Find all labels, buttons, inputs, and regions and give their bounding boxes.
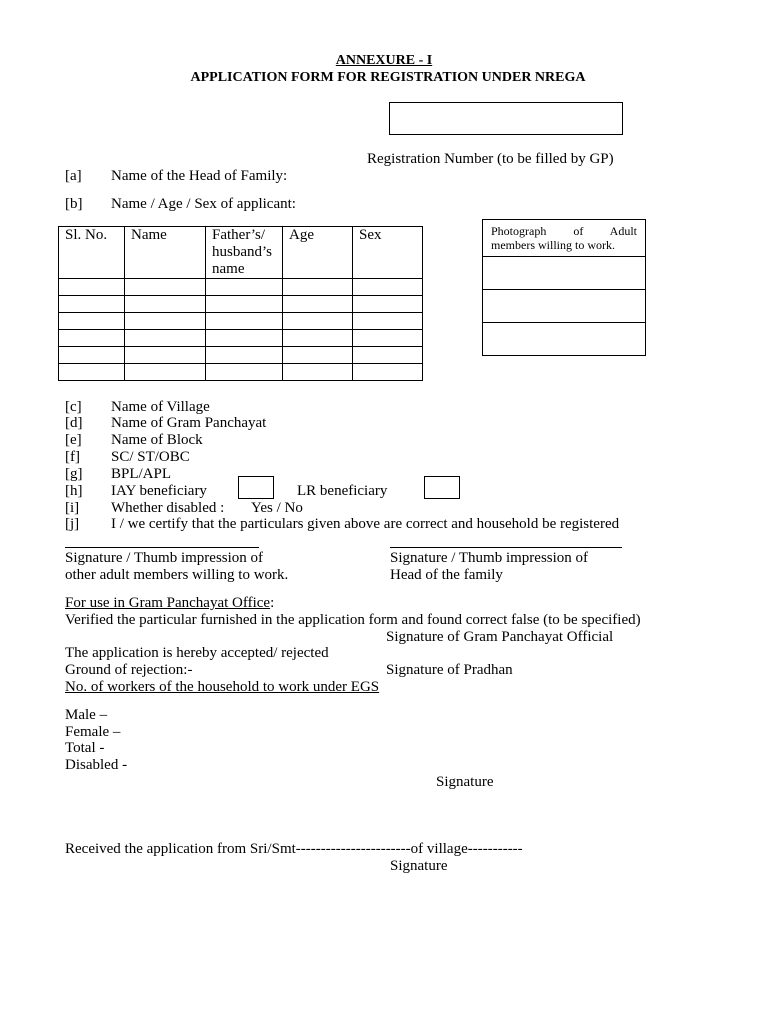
registration-number-label: Registration Number (to be filled by GP) bbox=[367, 151, 614, 167]
signature-line-members[interactable] bbox=[65, 547, 259, 548]
photograph-box bbox=[482, 219, 646, 356]
total-count-label: Total - bbox=[65, 740, 105, 756]
village-label: Name of Village bbox=[111, 399, 210, 415]
field-code-b: [b] bbox=[65, 196, 83, 212]
photo-slot[interactable] bbox=[483, 322, 645, 355]
yes-no-option[interactable]: Yes / No bbox=[251, 500, 303, 516]
applicant-details-label: Name / Age / Sex of applicant: bbox=[111, 196, 296, 212]
received-application-text: Received the application from Sri/Smt-----------------------of village----------- bbox=[65, 841, 523, 857]
field-code-h: [h] bbox=[65, 483, 83, 499]
table-header-row bbox=[59, 227, 423, 279]
table-row[interactable] bbox=[59, 347, 423, 364]
field-code-a: [a] bbox=[65, 168, 82, 184]
members-signature-label-1: Signature / Thumb impression of bbox=[65, 550, 264, 566]
applicant-table bbox=[58, 226, 423, 381]
col-sl-no: Sl. No. bbox=[59, 227, 125, 279]
table-row[interactable] bbox=[59, 330, 423, 347]
field-code-f: [f] bbox=[65, 449, 80, 465]
office-use-heading-text: For use in Gram Panchayat Office bbox=[65, 595, 271, 611]
gram-panchayat-label: Name of Gram Panchayat bbox=[111, 415, 267, 431]
workers-heading: No. of workers of the household to work under EGS bbox=[65, 679, 380, 695]
gp-official-signature-label: Signature of Gram Panchayat Official bbox=[386, 629, 614, 645]
bpl-apl-label: BPL/APL bbox=[111, 466, 172, 482]
signature-label: Signature bbox=[436, 774, 494, 790]
col-name: Name bbox=[125, 227, 206, 279]
col-sex: Sex bbox=[353, 227, 423, 279]
pradhan-signature-label: Signature of Pradhan bbox=[386, 662, 513, 678]
female-count-label: Female – bbox=[65, 724, 121, 740]
lr-beneficiary-label: LR beneficiary bbox=[297, 483, 388, 499]
table-row[interactable] bbox=[59, 313, 423, 330]
field-code-g: [g] bbox=[65, 466, 83, 482]
members-signature-label-2: other adult members willing to work. bbox=[65, 567, 289, 583]
photo-slot[interactable] bbox=[483, 256, 645, 289]
iay-beneficiary-label: IAY beneficiary bbox=[111, 483, 207, 499]
table-row[interactable] bbox=[59, 296, 423, 313]
head-signature-label-1: Signature / Thumb impression of bbox=[390, 550, 589, 566]
lr-beneficiary-checkbox[interactable] bbox=[424, 476, 460, 499]
disabled-count-label: Disabled - bbox=[65, 757, 128, 773]
office-use-colon: : bbox=[270, 595, 275, 611]
field-code-c: [c] bbox=[65, 399, 82, 415]
field-code-d: [d] bbox=[65, 415, 83, 431]
head-signature-label-2: Head of the family bbox=[390, 567, 503, 583]
field-code-j: [j] bbox=[65, 516, 80, 532]
field-code-e: [e] bbox=[65, 432, 82, 448]
disabled-label: Whether disabled : bbox=[111, 500, 225, 516]
signature-line-head[interactable] bbox=[390, 547, 622, 548]
accepted-rejected-text: The application is hereby accepted/ rejected bbox=[65, 645, 329, 661]
col-age: Age bbox=[283, 227, 353, 279]
photo-slot[interactable] bbox=[483, 289, 645, 322]
certification-text: I / we certify that the particulars given above are correct and household be registered bbox=[111, 516, 620, 532]
registration-number-box[interactable] bbox=[389, 102, 623, 135]
ground-of-rejection-label: Ground of rejection:- bbox=[65, 662, 193, 678]
male-count-label: Male – bbox=[65, 707, 108, 723]
office-use-heading bbox=[65, 595, 274, 612]
caste-label: SC/ ST/OBC bbox=[111, 449, 190, 465]
photograph-caption bbox=[483, 220, 645, 256]
verified-text: Verified the particular furnished in the application form and found correct false (to be specified) bbox=[65, 612, 641, 628]
iay-beneficiary-checkbox[interactable] bbox=[238, 476, 274, 499]
field-code-i: [i] bbox=[65, 500, 80, 516]
photograph-caption-line1: Photograph of Adult bbox=[491, 224, 637, 238]
table-row[interactable] bbox=[59, 364, 423, 381]
form-title: APPLICATION FORM FOR REGISTRATION UNDER NREGA bbox=[190, 70, 586, 85]
receiver-signature-label: Signature bbox=[390, 858, 448, 874]
head-of-family-label: Name of the Head of Family: bbox=[111, 168, 288, 184]
photograph-caption-line2: members willing to work. bbox=[491, 238, 615, 252]
col-father-husband: Father’s/ husband’s name bbox=[206, 227, 283, 279]
table-row[interactable] bbox=[59, 279, 423, 296]
block-label: Name of Block bbox=[111, 432, 203, 448]
annexure-title: ANNEXURE - I bbox=[335, 53, 433, 68]
